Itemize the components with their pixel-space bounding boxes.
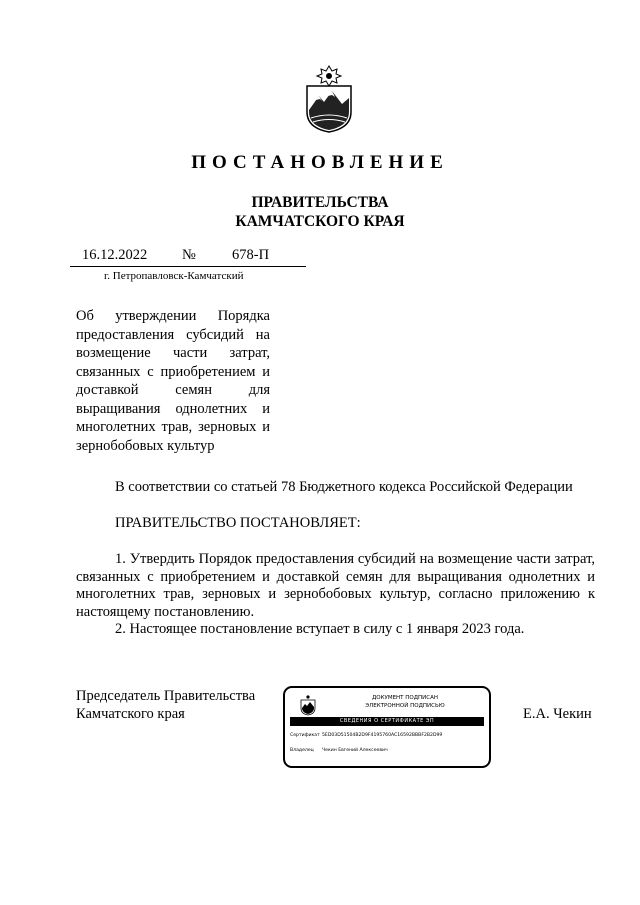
signer-name: Е.А. Чекин (523, 706, 592, 722)
stamp-certificate-bar: СВЕДЕНИЯ О СЕРТИФИКАТЕ ЭП (290, 717, 484, 726)
item-1: 1. Утвердить Порядок предоставления субсидий на возмещение части затрат, связанных с приобретением и доставкой семян для выращивания однолетних и многолетних трав, зерновых и зернобобовых культур, согласно приложению к настоящему постановлению. (76, 551, 595, 620)
stamp-certificate-value: 5ED03D51504B2D9F4195760AC16592BBBF2B2D99 (322, 733, 443, 738)
stamp-owner-value: Чекин Евгений Алексеевич (322, 748, 388, 753)
signer-position-line-2: Камчатского края (76, 705, 185, 722)
stamp-owner-label: Владелец (290, 748, 314, 753)
signer-position (76, 688, 255, 723)
document-date: 16.12.2022 (82, 247, 148, 263)
issuer-heading (0, 193, 640, 231)
stamp-heading-line-1: ДОКУМЕНТ ПОДПИСАН (371, 695, 439, 701)
registration-underline (70, 266, 306, 267)
kamchatka-emblem-icon (303, 64, 355, 134)
electronic-signature-stamp (283, 686, 491, 768)
stamp-certificate-label: Сертификат (290, 733, 320, 738)
document-type-title: ПОСТАНОВЛЕНИЕ (191, 152, 449, 173)
issuer-line-2: КАМЧАТСКОГО КРАЯ (235, 213, 405, 230)
document-subject: Об утверждении Порядка предоставления субсидий на возмещение части затрат, связанных с приобретением и доставкой семян для выращивания однолетних и многолетних трав, зерновых и зернобобовых культур (76, 308, 270, 454)
stamp-emblem-icon (299, 694, 317, 716)
legal-basis: В соответствии со статьей 78 Бюджетного кодекса Российской Федерации (115, 479, 573, 495)
number-sign: № (182, 247, 196, 263)
resolution-statement: ПРАВИТЕЛЬСТВО ПОСТАНОВЛЯЕТ: (115, 515, 361, 531)
signer-position-line-1: Председатель Правительства (76, 688, 256, 704)
item-2: 2. Настоящее постановление вступает в силу с 1 января 2023 года. (115, 621, 525, 637)
issue-city: г. Петропавловск-Камчатский (104, 270, 244, 282)
issuer-line-1: ПРАВИТЕЛЬСТВА (251, 194, 389, 211)
document-number: 678-П (232, 247, 270, 263)
stamp-heading-line-2: ЭЛЕКТРОННОЙ ПОДПИСЬЮ (365, 702, 445, 709)
stamp-heading (325, 695, 485, 710)
